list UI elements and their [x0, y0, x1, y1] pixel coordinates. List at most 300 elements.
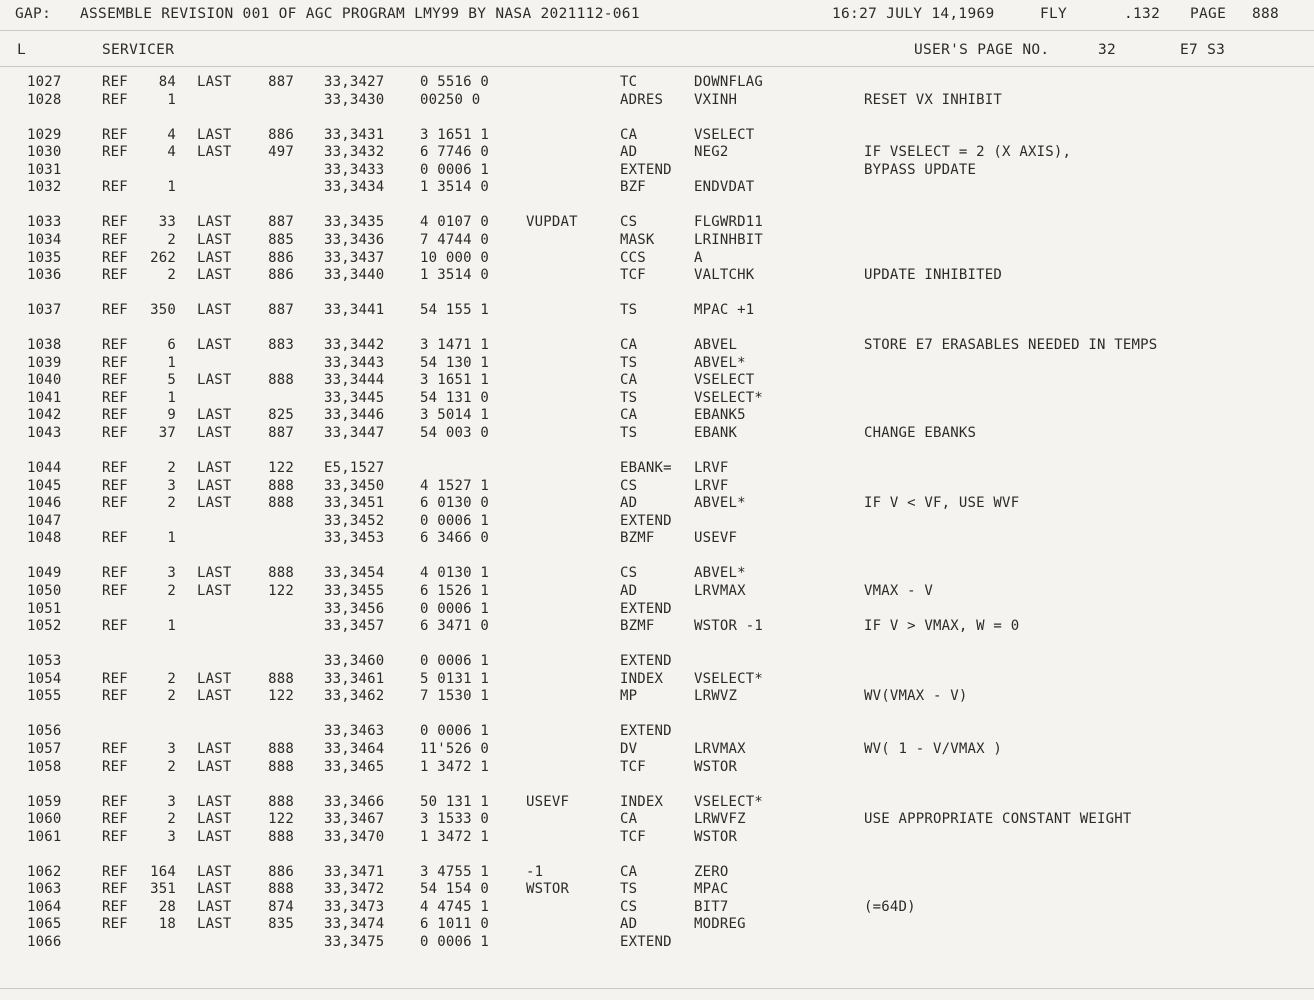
address: 33,3444	[324, 372, 385, 389]
last-page: 874	[268, 898, 294, 915]
address: E5,1527	[324, 460, 385, 477]
octal-code: 6 3471 0	[420, 618, 490, 635]
octal-code: 0 0006 1	[420, 161, 490, 178]
line-number: 1039	[27, 354, 62, 371]
listing-row	[0, 565, 1314, 583]
last-label: LAST	[197, 302, 232, 319]
address: 33,3456	[324, 600, 385, 617]
ref-label: REF	[102, 231, 128, 248]
line-number: 1031	[27, 161, 62, 178]
octal-code: 0 0006 1	[420, 653, 490, 670]
assembly-time: .132	[1124, 6, 1161, 22]
address: 33,3454	[324, 565, 385, 582]
line-number: 1065	[27, 916, 62, 933]
opcode: CA	[620, 337, 638, 354]
last-page: 886	[268, 267, 294, 284]
listing-row	[0, 864, 1314, 882]
opcode: CS	[620, 898, 638, 915]
operand: ABVEL*	[694, 495, 746, 512]
line-number: 1045	[27, 477, 62, 494]
last-page: 888	[268, 495, 294, 512]
last-label: LAST	[197, 758, 232, 775]
ref-label: REF	[102, 74, 128, 90]
octal-code: 6 0130 0	[420, 495, 490, 512]
listing-row	[0, 162, 1314, 180]
comment: (=64D)	[864, 898, 916, 915]
operand: FLGWRD11	[694, 214, 764, 231]
last-page: 122	[268, 583, 294, 599]
ref-label: REF	[102, 126, 128, 143]
last-page: 888	[268, 793, 294, 810]
line-number: 1047	[27, 512, 62, 529]
listing-row	[0, 407, 1314, 425]
octal-code: 0 5516 0	[420, 74, 490, 90]
ref-label: REF	[102, 565, 128, 582]
ref-count: 1	[167, 354, 176, 371]
listing-row	[0, 671, 1314, 689]
ref-count: 2	[167, 688, 176, 705]
last-label: LAST	[197, 144, 232, 161]
ref-count: 18	[158, 916, 176, 933]
ref-count: 3	[167, 740, 176, 757]
operand: LRVMAX	[694, 740, 746, 757]
operand: LRVF	[694, 460, 729, 477]
line-number: 1029	[27, 126, 62, 143]
octal-code: 11'526 0	[420, 740, 490, 757]
last-label: LAST	[197, 267, 232, 284]
operand: EBANK5	[694, 407, 746, 424]
ref-label: REF	[102, 670, 128, 687]
octal-code: 54 130 1	[420, 354, 490, 371]
octal-code: 6 1526 1	[420, 583, 490, 599]
line-number: 1035	[27, 249, 62, 266]
operand: VXINH	[694, 91, 738, 108]
octal-code: 1 3472 1	[420, 758, 490, 775]
address: 33,3433	[324, 161, 385, 178]
last-page: 887	[268, 302, 294, 319]
opcode: CA	[620, 863, 638, 880]
listing-row	[0, 723, 1314, 741]
last-page: 886	[268, 863, 294, 880]
line-number: 1052	[27, 618, 62, 635]
address: 33,3467	[324, 811, 385, 828]
ref-count: 2	[167, 670, 176, 687]
symbol-label: WSTOR	[526, 881, 570, 898]
gap-label: GAP:	[15, 6, 52, 22]
last-page: 888	[268, 740, 294, 757]
ref-label: REF	[102, 793, 128, 810]
symbol-label: USEVF	[526, 793, 570, 810]
last-label: LAST	[197, 126, 232, 143]
listing-row	[0, 460, 1314, 478]
comment: WV( 1 - V/VMAX )	[864, 740, 1003, 757]
ref-label: REF	[102, 898, 128, 915]
last-page: 886	[268, 126, 294, 143]
last-label: LAST	[197, 688, 232, 705]
listing-row	[0, 355, 1314, 373]
line-number: 1057	[27, 740, 62, 757]
ref-label: REF	[102, 583, 128, 599]
ref-count: 4	[167, 144, 176, 161]
ref-count: 84	[158, 74, 176, 90]
octal-code: 5 0131 1	[420, 670, 490, 687]
ref-count: 37	[158, 425, 176, 442]
line-number: 1058	[27, 758, 62, 775]
comment: CHANGE EBANKS	[864, 425, 977, 442]
line-number: 1044	[27, 460, 62, 477]
last-label: LAST	[197, 495, 232, 512]
address: 33,3470	[324, 828, 385, 845]
last-label: LAST	[197, 231, 232, 248]
opcode: EBANK=	[620, 460, 672, 477]
address: 33,3473	[324, 898, 385, 915]
line-number: 1030	[27, 144, 62, 161]
address: 33,3435	[324, 214, 385, 231]
address: 33,3442	[324, 337, 385, 354]
last-label: LAST	[197, 898, 232, 915]
listing-row	[0, 127, 1314, 145]
listing-row	[0, 759, 1314, 777]
address: 33,3464	[324, 740, 385, 757]
opcode: BZMF	[620, 530, 655, 547]
operand: LRVF	[694, 477, 729, 494]
octal-code: 4 1527 1	[420, 477, 490, 494]
listing-row	[0, 811, 1314, 829]
listing-row	[0, 881, 1314, 899]
octal-code: 1 3472 1	[420, 828, 490, 845]
octal-code: 6 7746 0	[420, 144, 490, 161]
operand: LRINHBIT	[694, 231, 764, 248]
opcode: EXTEND	[620, 723, 672, 740]
ref-label: REF	[102, 354, 128, 371]
ref-count: 1	[167, 618, 176, 635]
octal-code: 54 155 1	[420, 302, 490, 319]
address: 33,3430	[324, 91, 385, 108]
address: 33,3452	[324, 512, 385, 529]
ref-label: REF	[102, 302, 128, 319]
ref-count: 351	[150, 881, 176, 898]
last-page: 888	[268, 881, 294, 898]
opcode: INDEX	[620, 793, 664, 810]
last-label: LAST	[197, 477, 232, 494]
address: 33,3445	[324, 389, 385, 406]
comment: USE APPROPRIATE CONSTANT WEIGHT	[864, 811, 1132, 828]
comment: STORE E7 ERASABLES NEEDED IN TEMPS	[864, 337, 1158, 354]
last-label: LAST	[197, 670, 232, 687]
listing-row	[0, 337, 1314, 355]
code-listing	[0, 74, 1314, 974]
ref-label: REF	[102, 425, 128, 442]
line-number: 1046	[27, 495, 62, 512]
section-header	[0, 42, 1314, 64]
ref-count: 1	[167, 179, 176, 196]
last-page: 835	[268, 916, 294, 933]
address: 33,3463	[324, 723, 385, 740]
ref-count: 1	[167, 91, 176, 108]
last-page: 122	[268, 460, 294, 477]
ref-label: REF	[102, 267, 128, 284]
ref-label: REF	[102, 389, 128, 406]
opcode: TS	[620, 389, 638, 406]
octal-code: 3 5014 1	[420, 407, 490, 424]
listing-row	[0, 829, 1314, 847]
ref-label: REF	[102, 863, 128, 880]
operand: DOWNFLAG	[694, 74, 764, 90]
comment: IF VSELECT = 2 (X AXIS),	[864, 144, 1072, 161]
ref-count: 2	[167, 583, 176, 599]
line-number: 1059	[27, 793, 62, 810]
address: 33,3471	[324, 863, 385, 880]
operand: MPAC	[694, 881, 729, 898]
opcode: ADRES	[620, 91, 664, 108]
line-number: 1051	[27, 600, 62, 617]
line-number: 1043	[27, 425, 62, 442]
ref-label: REF	[102, 881, 128, 898]
operand: ABVEL	[694, 337, 738, 354]
operand: USEVF	[694, 530, 738, 547]
last-page: 888	[268, 670, 294, 687]
last-page: 497	[268, 144, 294, 161]
listing-row	[0, 916, 1314, 934]
ref-label: REF	[102, 740, 128, 757]
line-number: 1055	[27, 688, 62, 705]
operand: VSELECT	[694, 126, 755, 143]
last-label: LAST	[197, 811, 232, 828]
octal-code: 4 4745 1	[420, 898, 490, 915]
operand: VSELECT*	[694, 670, 764, 687]
octal-code: 3 1651 1	[420, 126, 490, 143]
operand: VSELECT*	[694, 389, 764, 406]
line-number: 1042	[27, 407, 62, 424]
address: 33,3427	[324, 74, 385, 90]
ref-count: 28	[158, 898, 176, 915]
listing-row	[0, 144, 1314, 162]
address: 33,3451	[324, 495, 385, 512]
header-rule	[0, 30, 1314, 31]
last-label: LAST	[197, 425, 232, 442]
opcode: CA	[620, 372, 638, 389]
ref-count: 3	[167, 793, 176, 810]
last-page: 886	[268, 249, 294, 266]
operand: ZERO	[694, 863, 729, 880]
operand: VALTCHK	[694, 267, 755, 284]
comment: IF V < VF, USE WVF	[864, 495, 1020, 512]
listing-row	[0, 232, 1314, 250]
assembly-datetime: 16:27 JULY 14,1969	[832, 6, 995, 22]
ref-count: 1	[167, 389, 176, 406]
octal-code: 7 1530 1	[420, 688, 490, 705]
operand: EBANK	[694, 425, 738, 442]
octal-code: 0 0006 1	[420, 600, 490, 617]
ref-label: REF	[102, 811, 128, 828]
ref-count: 2	[167, 267, 176, 284]
ref-count: 3	[167, 565, 176, 582]
ref-count: 2	[167, 495, 176, 512]
octal-code: 3 4755 1	[420, 863, 490, 880]
listing-row	[0, 530, 1314, 548]
operand: WSTOR	[694, 828, 738, 845]
opcode: BZF	[620, 179, 646, 196]
ref-label: REF	[102, 460, 128, 477]
octal-code: 10 000 0	[420, 249, 490, 266]
last-label: LAST	[197, 74, 232, 90]
ref-label: REF	[102, 249, 128, 266]
line-number: 1038	[27, 337, 62, 354]
line-number: 1060	[27, 811, 62, 828]
address: 33,3437	[324, 249, 385, 266]
line-number: 1049	[27, 565, 62, 582]
ref-label: REF	[102, 477, 128, 494]
octal-code: 00250 0	[420, 91, 481, 108]
opcode: TCF	[620, 758, 646, 775]
listing-row	[0, 372, 1314, 390]
opcode: CA	[620, 811, 638, 828]
address: 33,3434	[324, 179, 385, 196]
listing-row	[0, 583, 1314, 601]
last-label: LAST	[197, 828, 232, 845]
address: 33,3457	[324, 618, 385, 635]
line-number: 1053	[27, 653, 62, 670]
operand: ABVEL*	[694, 354, 746, 371]
assembly-title: ASSEMBLE REVISION 001 OF AGC PROGRAM LMY99 BY NASA 2021112-061	[80, 6, 640, 22]
opcode: CS	[620, 214, 638, 231]
last-label: LAST	[197, 881, 232, 898]
listing-row	[0, 741, 1314, 759]
octal-code: 0 0006 1	[420, 723, 490, 740]
address: 33,3441	[324, 302, 385, 319]
operand: WSTOR -1	[694, 618, 764, 635]
last-label: LAST	[197, 916, 232, 933]
ref-label: REF	[102, 758, 128, 775]
listing-row	[0, 267, 1314, 285]
listing-row	[0, 250, 1314, 268]
last-label: LAST	[197, 793, 232, 810]
users-page-number: 32	[1098, 42, 1117, 58]
octal-code: 0 0006 1	[420, 512, 490, 529]
ref-count: 1	[167, 530, 176, 547]
line-number: 1040	[27, 372, 62, 389]
operand: ABVEL*	[694, 565, 746, 582]
last-label: LAST	[197, 863, 232, 880]
octal-code: 3 1471 1	[420, 337, 490, 354]
address: 33,3450	[324, 477, 385, 494]
ref-label: REF	[102, 495, 128, 512]
opcode: AD	[620, 495, 638, 512]
line-number: 1050	[27, 583, 62, 599]
operand: NEG2	[694, 144, 729, 161]
page-header	[0, 6, 1314, 28]
operand: LRWVZ	[694, 688, 738, 705]
operand: LRWVFZ	[694, 811, 746, 828]
opcode: BZMF	[620, 618, 655, 635]
ref-count: 2	[167, 758, 176, 775]
address: 33,3475	[324, 934, 385, 951]
last-page: 122	[268, 688, 294, 705]
ref-count: 262	[150, 249, 176, 266]
address: 33,3461	[324, 670, 385, 687]
ref-count: 5	[167, 372, 176, 389]
last-label: LAST	[197, 583, 232, 599]
address: 33,3432	[324, 144, 385, 161]
last-label: LAST	[197, 565, 232, 582]
opcode: TS	[620, 302, 638, 319]
octal-code: 4 0130 1	[420, 565, 490, 582]
section-code: E7 S3	[1180, 42, 1226, 58]
ref-label: REF	[102, 91, 128, 108]
operand: LRVMAX	[694, 583, 746, 599]
operand: VSELECT	[694, 372, 755, 389]
section-l: L	[17, 42, 27, 58]
ref-label: REF	[102, 179, 128, 196]
line-number: 1028	[27, 91, 62, 108]
last-label: LAST	[197, 460, 232, 477]
opcode: TS	[620, 354, 638, 371]
address: 33,3472	[324, 881, 385, 898]
opcode: DV	[620, 740, 638, 757]
address: 33,3453	[324, 530, 385, 547]
address: 33,3474	[324, 916, 385, 933]
ref-label: REF	[102, 618, 128, 635]
octal-code: 1 3514 0	[420, 179, 490, 196]
ref-count: 2	[167, 811, 176, 828]
line-number: 1048	[27, 530, 62, 547]
octal-code: 54 131 0	[420, 389, 490, 406]
address: 33,3455	[324, 583, 385, 599]
opcode: CA	[620, 407, 638, 424]
operand: MPAC +1	[694, 302, 755, 319]
opcode: TCF	[620, 828, 646, 845]
ref-count: 6	[167, 337, 176, 354]
address: 33,3446	[324, 407, 385, 424]
ref-count: 2	[167, 460, 176, 477]
last-page: 888	[268, 828, 294, 845]
section-title: SERVICER	[102, 42, 175, 58]
octal-code: 0 0006 1	[420, 934, 490, 951]
opcode: EXTEND	[620, 512, 672, 529]
ref-count: 33	[158, 214, 176, 231]
last-page: 888	[268, 477, 294, 494]
ref-label: REF	[102, 530, 128, 547]
opcode: EXTEND	[620, 161, 672, 178]
last-page: 885	[268, 231, 294, 248]
comment: WV(VMAX - V)	[864, 688, 968, 705]
octal-code: 6 3466 0	[420, 530, 490, 547]
line-number: 1056	[27, 723, 62, 740]
opcode: AD	[620, 916, 638, 933]
page-number: 888	[1252, 6, 1280, 22]
ref-count: 4	[167, 126, 176, 143]
line-number: 1061	[27, 828, 62, 845]
line-number: 1036	[27, 267, 62, 284]
operand: VSELECT*	[694, 793, 764, 810]
last-page: 122	[268, 811, 294, 828]
line-number: 1063	[27, 881, 62, 898]
opcode: AD	[620, 583, 638, 599]
ref-count: 164	[150, 863, 176, 880]
opcode: TC	[620, 74, 638, 90]
last-label: LAST	[197, 249, 232, 266]
octal-code: 3 1651 1	[420, 372, 490, 389]
listing-row	[0, 495, 1314, 513]
ref-label: REF	[102, 828, 128, 845]
last-label: LAST	[197, 214, 232, 231]
octal-code: 54 003 0	[420, 425, 490, 442]
ref-count: 350	[150, 302, 176, 319]
opcode: MASK	[620, 231, 655, 248]
line-number: 1066	[27, 934, 62, 951]
last-label: LAST	[197, 740, 232, 757]
last-page: 888	[268, 758, 294, 775]
